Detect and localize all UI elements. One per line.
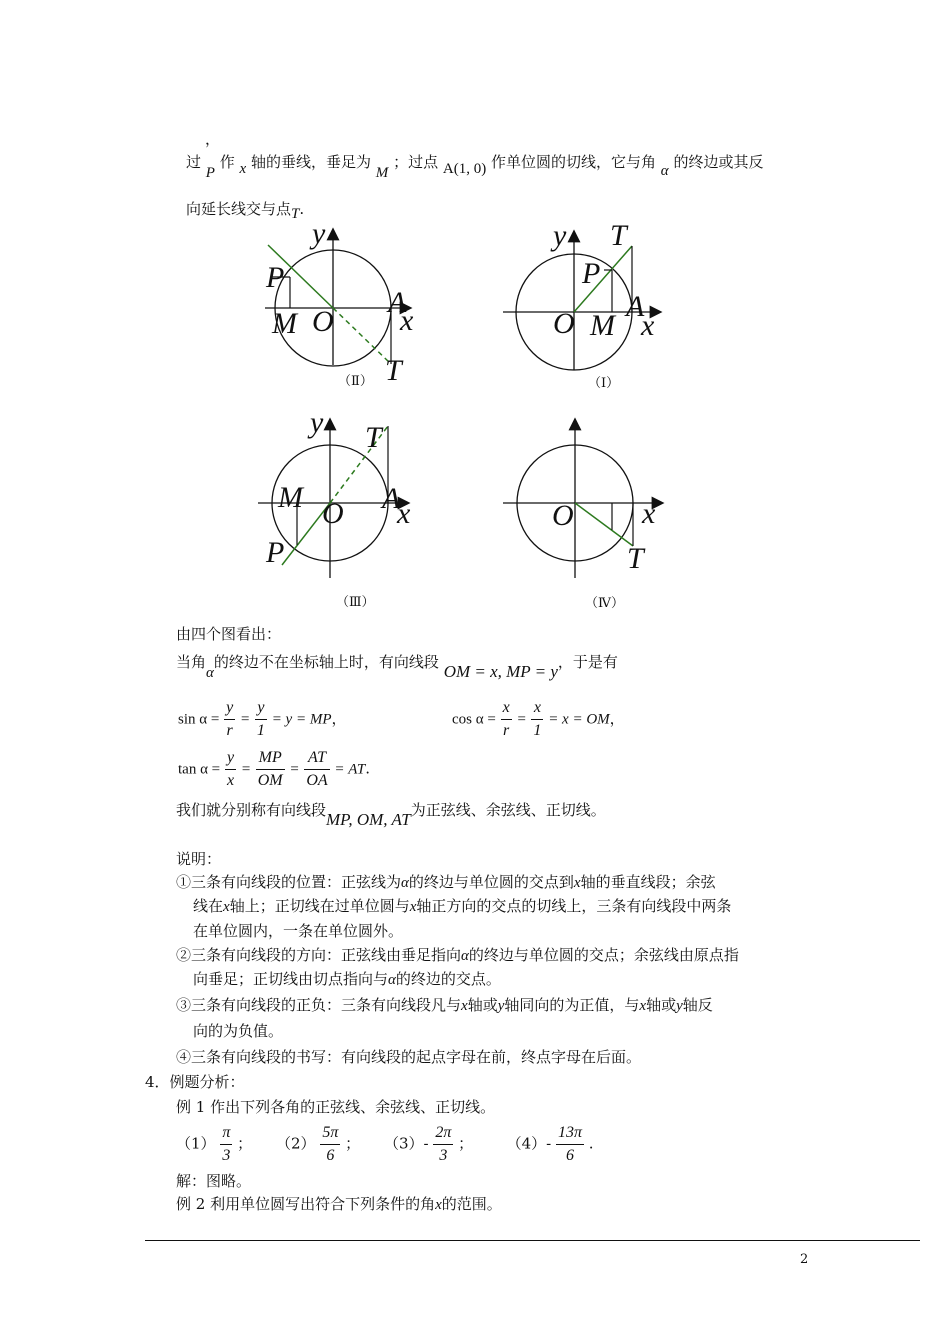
fig1-caption: （Ⅰ）	[588, 376, 620, 391]
note-2-line-1: ②三条有向线段的方向：正弦线由垂足指向α的终边与单位圆的交点；余弦线由原点指	[176, 946, 739, 964]
fig3-label-O: O	[322, 497, 344, 530]
when-line: 当角α的终边不在坐标轴上时，有向线段 OM = x, MP = y，于是有	[176, 653, 618, 681]
fig2-caption: （Ⅱ）	[338, 374, 373, 389]
fig1-label-T: T	[610, 219, 627, 252]
fig2-label-x: x	[400, 304, 414, 337]
note-title: 说明：	[176, 850, 222, 868]
fig3-label-y: y	[310, 406, 324, 439]
fig3-label-x: x	[397, 497, 411, 530]
intro-line-1: 过 P 作 x 轴的垂线，垂足为 M ；过点 A(1, 0) 作单位圆的切线，它与角 α 的终边或其反	[186, 153, 764, 181]
example-1-angles: （1） $\frac{\pi}{3}$ ； （2） $\frac{5\pi}{6}$ ； （3）- $\frac{2\pi}{3}$ ； （4）- $\frac{13\pi}{6}$ .	[176, 1124, 594, 1164]
figure-1	[503, 219, 660, 391]
sin-formula: sin α = $\frac{y}{r}$ = $\frac{y}{1}$ = y = MP，	[178, 699, 347, 739]
fig2-label-P: P	[266, 261, 285, 294]
fig2-label-O: O	[312, 305, 334, 338]
fig1-label-M: M	[590, 309, 615, 342]
stray-comma: ，	[205, 130, 221, 148]
fig2-label-T: T	[385, 354, 402, 387]
fig1-label-y: y	[553, 219, 567, 252]
fig3-label-T: T	[365, 421, 382, 454]
note-2-line-2: 向垂足；正切线由切点指向与α的终边的交点。	[193, 970, 501, 988]
fig3-caption: （Ⅲ）	[336, 595, 375, 610]
fig4-caption: （Ⅳ）	[585, 596, 624, 611]
note-1-line-2: 线在x轴上；正切线在过单位圆与x轴正方向的交点的切线上，三条有向线段中两条	[193, 897, 732, 915]
footer-rule	[145, 1240, 920, 1241]
fig4-label-x: x	[642, 497, 656, 530]
fig1-label-P: P	[582, 257, 601, 290]
tan-formula: tan α = $\frac{y}{x}$ = $\frac{MP}{OM}$ = $\frac{AT}{OA}$ = AT.	[178, 749, 371, 789]
example-1: 例 1 作出下列各角的正弦线、余弦线、正切线。	[176, 1098, 496, 1116]
solution: 解：图略。	[176, 1172, 252, 1190]
example-2: 例 2 利用单位圆写出符合下列条件的角x的范围。	[176, 1195, 502, 1213]
fig4-label-T: T	[627, 542, 644, 575]
naming-line: 我们就分别称有向线段MP, OM, AT为正弦线、余弦线、正切线。	[176, 801, 606, 829]
fig1-label-A: A	[626, 290, 645, 323]
figure-3	[258, 406, 411, 610]
fig1-label-O: O	[553, 307, 575, 340]
fig2-label-y: y	[312, 217, 326, 250]
cos-formula: cos α = $\frac{x}{r}$ = $\frac{x}{1}$ = x = OM，	[452, 699, 625, 739]
fig3-label-M: M	[278, 481, 303, 514]
fig3-label-P: P	[266, 536, 285, 569]
section-4-heading: 4．例题分析：	[145, 1073, 245, 1091]
figure-2	[265, 217, 414, 389]
fig1-label-x: x	[641, 309, 655, 342]
note-1-line-1: ①三条有向线段的位置：正弦线为α的终边与单位圆的交点到x轴的垂直线段；余弦	[176, 873, 716, 891]
fig4-label-O: O	[552, 499, 574, 532]
fig2-label-M: M	[272, 307, 297, 340]
from-four: 由四个图看出：	[176, 625, 282, 643]
figure-4	[503, 420, 662, 611]
figures-svg	[0, 0, 950, 640]
intro-line-2: 向延长线交与点T.	[186, 200, 305, 222]
fig2-label-A: A	[388, 286, 407, 319]
fig3-label-A: A	[382, 482, 401, 515]
note-4: ④三条有向线段的书写：有向线段的起点字母在前，终点字母在后面。	[176, 1048, 642, 1066]
note-1-line-3: 在单位圆内，一条在单位圆外。	[193, 922, 404, 940]
note-3-line-1: ③三条有向线段的正负：三条有向线段凡与x轴或y轴同向的为正值，与x轴或y轴反	[176, 996, 713, 1014]
page-number: 2	[800, 1252, 809, 1267]
note-3-line-2: 向的为负值。	[193, 1022, 284, 1040]
